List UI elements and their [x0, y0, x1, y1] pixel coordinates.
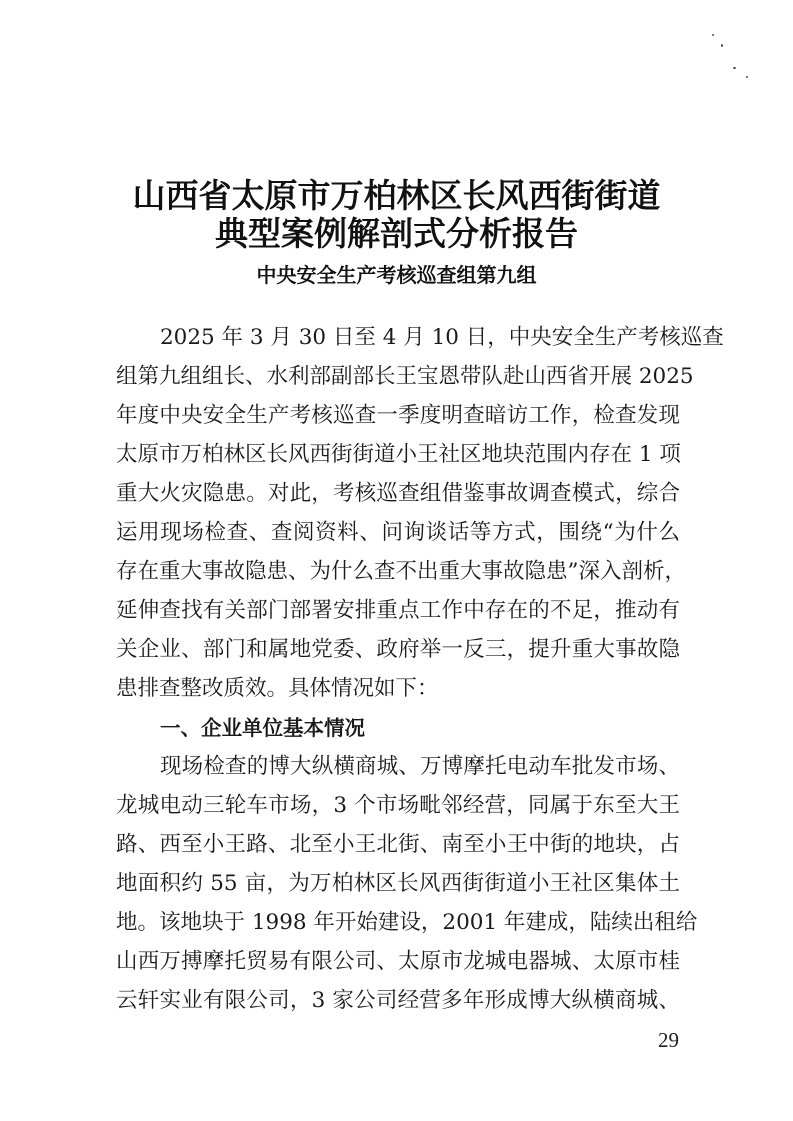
text-line: 路、西至小王路、北至小王北街、南至小王中街的地块，占: [116, 832, 680, 857]
text-line: 地面积约 55 亩，为万柏林区长风西街街道小王社区集体土: [116, 871, 680, 896]
text-line: 龙城电动三轮车市场，3 个市场毗邻经营，同属于东至大王: [116, 793, 680, 818]
text-line: 重大火灾隐患。对此，考核巡查组借鉴事故调查模式，综合: [116, 481, 680, 506]
text-line: 患排查整改质效。具体情况如下：: [116, 676, 439, 701]
text-line: 运用现场检查、查阅资料、问询谈话等方式，围绕“为什么: [116, 520, 680, 545]
text-line: 延伸查找有关部门部署安排重点工作中存在的不足，推动有: [116, 598, 680, 623]
scan-speck: [712, 34, 714, 36]
scan-speck: [721, 44, 723, 47]
scan-speck: [733, 67, 736, 69]
text-line: 2025 年 3 月 30 日至 4 月 10 日，中央安全生产考核巡查: [160, 325, 724, 350]
document-author: 中央安全生产考核巡查组第九组: [256, 263, 537, 287]
document-title-line2: 典型案例解剖式分析报告: [215, 214, 578, 253]
page-number: 29: [658, 1028, 679, 1052]
text-line: 云轩实业有限公司，3 家公司经营多年形成博大纵横商城、: [116, 988, 680, 1013]
text-line: 年度中央安全生产考核巡查一季度明查暗访工作，检查发现: [116, 403, 680, 428]
text-line: 地。该地块于 1998 年开始建设，2001 年建成，陆续出租给: [116, 910, 698, 935]
text-line: 现场检查的博大纵横商城、万博摩托电动车批发市场、: [160, 754, 680, 779]
text-line: 太原市万柏林区长风西街街道小王社区地块范围内存在 1 项: [116, 442, 681, 467]
text-line: 存在重大事故隐患、为什么查不出重大事故隐患”深入剖析，: [116, 559, 686, 584]
scan-speck: [746, 76, 748, 78]
text-line: 组第九组组长、水利部副部长王宝恩带队赴山西省开展 2025: [116, 364, 694, 389]
text-line: 山西万搏摩托贸易有限公司、太原市龙城电器城、太原市桂: [116, 949, 680, 974]
section-heading: 一、企业单位基本情况: [160, 716, 365, 740]
document-title-line1: 山西省太原市万柏林区长风西街街道: [132, 176, 661, 215]
text-line: 关企业、部门和属地党委、政府举一反三，提升重大事故隐: [116, 637, 680, 662]
